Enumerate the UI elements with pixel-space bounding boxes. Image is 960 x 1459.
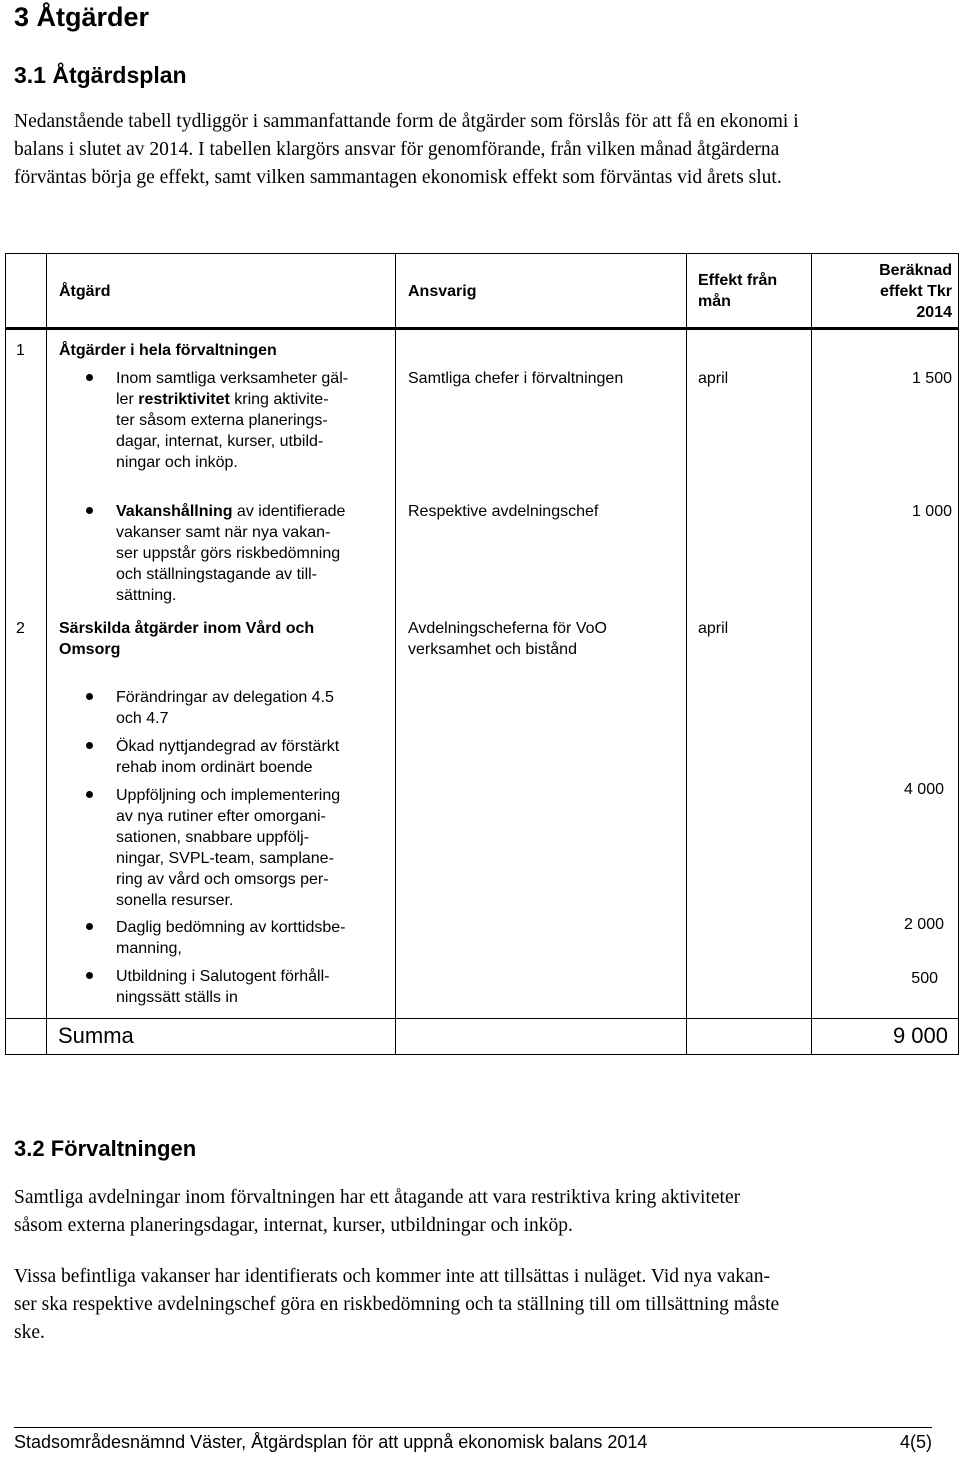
belopp-cell: 4 000 [903, 781, 944, 798]
bullet-icon [86, 742, 93, 749]
item-line: dagar, internat, kurser, utbild- [116, 433, 324, 450]
intro-line: förväntas börja ge effekt, samt vilken sammantagen ekonomisk effekt som förväntas vid årets slut. [14, 167, 782, 188]
list-item [46, 501, 386, 606]
item-line: sationen, snabbare uppfölj- [116, 829, 310, 846]
item-text: kring aktivite- [229, 391, 329, 408]
header-beraknad-line: Beräknad [879, 262, 952, 279]
ansvarig-cell: Respektive avdelningschef [408, 503, 599, 520]
item-line: Förändringar av delegation 4.5 [116, 689, 334, 706]
header-effekt-line: Effekt från [698, 272, 778, 289]
footer [14, 1432, 932, 1453]
heading-forvaltningen: 3.2 Förvaltningen [14, 1136, 197, 1161]
header-atgard: Åtgärd [59, 283, 111, 300]
item-line [116, 501, 386, 522]
row2-item4 [46, 917, 386, 959]
sum-rule [6, 1018, 958, 1019]
ansvarig-cell [408, 618, 607, 660]
intro-line: balans i slutet av 2014. I tabellen klargörs ansvar för genomförande, från vilken månad åtgärderna [14, 139, 780, 160]
effekt-cell: april [698, 370, 729, 387]
paragraph-line: ske. [14, 1322, 45, 1343]
heading-atgarder: 3 Åtgärder [14, 2, 150, 32]
item-text-bold: Vakanshållning [116, 503, 233, 520]
bullet-icon [86, 791, 93, 798]
page-number: 4(5) [899, 1432, 932, 1452]
list-item [46, 917, 386, 959]
item-line: ningssätt ställs in [116, 989, 238, 1006]
row-title: Åtgärder i hela förvaltningen [59, 342, 277, 359]
list-item [46, 966, 386, 1008]
bullet-icon [86, 507, 93, 514]
footer-text: Stadsområdesnämnd Väster, Åtgärdsplan för att uppnå ekonomisk balans 2014 [14, 1432, 648, 1452]
row2-item1 [46, 687, 386, 729]
header-effekt-line: mån [698, 293, 731, 310]
intro-line: Nedanstående tabell tydliggör i sammanfattande form de åtgärder som förslås för att få en ekonomi i [14, 111, 799, 132]
footer-rule [14, 1427, 932, 1428]
paragraph-line: Vissa befintliga vakanser har identifierats och kommer inte att tillsättas i nuläget. Vid nya vakan- [14, 1266, 770, 1287]
item-line: vakanser samt när nya vakan- [116, 524, 331, 541]
row-title-line: Särskilda åtgärder inom Vård och [59, 620, 315, 637]
row-number: 2 [16, 620, 25, 637]
ansvarig-cell: Samtliga chefer i förvaltningen [408, 370, 624, 387]
action-table [5, 253, 959, 1055]
item-line: Ökad nyttjandegrad av förstärkt [116, 738, 340, 755]
item-line: sonella resurser. [116, 892, 234, 909]
item-line: Utbildning i Salutogent förhåll- [116, 968, 330, 985]
item-line: Uppföljning och implementering [116, 787, 341, 804]
item-text-bold: restriktivitet [138, 391, 230, 408]
row2-item3 [46, 785, 386, 911]
belopp-cell: 1 500 [911, 370, 952, 387]
item-line [116, 389, 386, 410]
col-divider [811, 254, 812, 1054]
item-line: och ställningstagande av till- [116, 566, 318, 583]
item-line: av nya rutiner efter omorgani- [116, 808, 326, 825]
item-line: rehab inom ordinärt boende [116, 759, 313, 776]
row-title [59, 618, 314, 660]
row1-item2 [46, 501, 386, 606]
paragraph-line: ser ska respektive avdelningschef göra en riskbedömning och ta ställning till om tillsättning måste [14, 1294, 780, 1315]
belopp-cell: 2 000 [903, 916, 944, 933]
ansvarig-line: Avdelningscheferna för VoO [408, 620, 607, 637]
item-line: sättning. [116, 587, 177, 604]
item-line: och 4.7 [116, 710, 169, 727]
item-line: ningar, SVPL-team, samplane- [116, 850, 334, 867]
summa-value: 9 000 [892, 1023, 948, 1048]
row-title-line: Omsorg [59, 641, 121, 658]
item-line: ser uppstår görs riskbedömning [116, 545, 341, 562]
bullet-icon [86, 693, 93, 700]
paragraph-line: Samtliga avdelningar inom förvaltningen har ett åtagande att vara restriktiva kring aktiviteter [14, 1187, 741, 1208]
col-divider [395, 254, 396, 1054]
item-line: manning, [116, 940, 182, 957]
header-beraknad-line: effekt Tkr [879, 283, 952, 300]
list-item [46, 368, 386, 473]
row2-item5 [46, 966, 386, 1008]
item-line: Daglig bedömning av korttidsbe- [116, 919, 346, 936]
header-effekt [698, 270, 777, 312]
header-beraknad-line: 2014 [916, 304, 952, 321]
belopp-cell: 500 [911, 970, 938, 987]
item-text: av identifierade [232, 503, 346, 520]
list-item [46, 736, 386, 778]
col-divider [686, 254, 687, 1054]
header-ansvarig: Ansvarig [408, 283, 477, 300]
row1-item1 [46, 368, 386, 473]
row-number: 1 [16, 342, 25, 359]
bullet-icon [86, 374, 93, 381]
item-line: ter såsom externa planerings- [116, 412, 328, 429]
intro-paragraph [14, 108, 944, 192]
belopp-cell: 1 000 [911, 503, 952, 520]
paragraph-line: såsom externa planeringsdagar, internat, kurser, utbildningar och inköp. [14, 1215, 573, 1236]
row2-item2 [46, 736, 386, 778]
ansvarig-line: verksamhet och bistånd [408, 641, 577, 658]
paragraph-vakanser [14, 1263, 944, 1347]
header-beraknad [814, 260, 952, 323]
item-line: ningar och inköp. [116, 454, 238, 471]
list-item [46, 785, 386, 911]
item-line: ring av vård och omsorgs per- [116, 871, 329, 888]
summa-label: Summa [58, 1023, 134, 1048]
paragraph-restriktiva [14, 1184, 944, 1240]
list-item [46, 687, 386, 729]
bullet-icon [86, 972, 93, 979]
item-text: ler [116, 391, 139, 408]
effekt-cell: april [698, 620, 729, 637]
header-rule [6, 327, 958, 330]
bullet-icon [86, 923, 93, 930]
item-line: Inom samtliga verksamheter gäl- [116, 370, 349, 387]
heading-atgardsplan: 3.1 Åtgärdsplan [14, 62, 187, 88]
